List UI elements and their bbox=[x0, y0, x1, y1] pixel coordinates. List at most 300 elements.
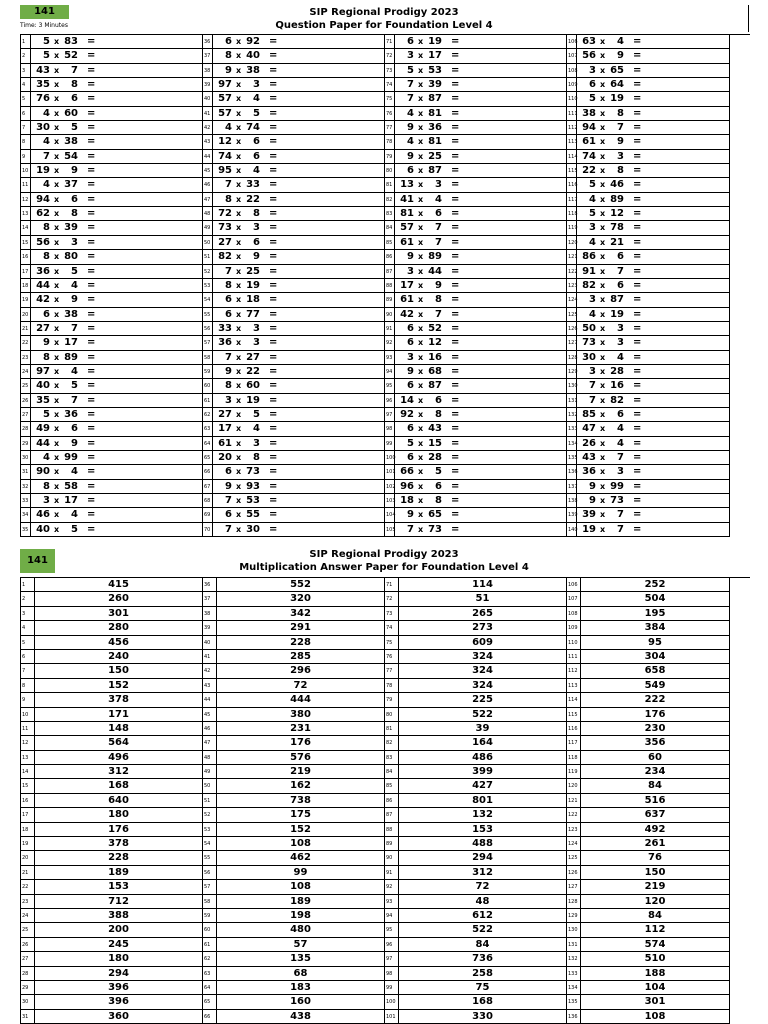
question-cell bbox=[212, 207, 384, 221]
first-operand: 3 bbox=[589, 64, 596, 76]
question-cell bbox=[30, 64, 202, 78]
answer-number: 129 bbox=[566, 909, 580, 923]
second-operand: 38 bbox=[246, 64, 260, 76]
question-cell bbox=[394, 92, 566, 106]
times-sign: x bbox=[418, 252, 424, 262]
first-operand: 86 bbox=[582, 251, 596, 263]
answer-value: 320 bbox=[216, 592, 384, 606]
question-row bbox=[20, 351, 750, 365]
times-sign: x bbox=[418, 295, 424, 305]
times-sign: x bbox=[600, 366, 606, 376]
first-operand: 3 bbox=[43, 495, 50, 506]
answer-value: 189 bbox=[34, 866, 202, 880]
question-cell bbox=[576, 422, 730, 436]
question-row bbox=[20, 279, 750, 293]
equals-sign: = bbox=[87, 466, 96, 478]
times-sign: x bbox=[54, 51, 60, 61]
first-operand: 94 bbox=[36, 193, 50, 205]
equals-sign: = bbox=[451, 36, 460, 47]
question-cell bbox=[30, 135, 202, 149]
question-number: 134 bbox=[566, 437, 576, 451]
equals-sign: = bbox=[451, 523, 460, 535]
question-number: 135 bbox=[566, 451, 576, 465]
question-number: 123 bbox=[566, 279, 576, 293]
answer-value: 549 bbox=[580, 679, 730, 693]
second-operand: 25 bbox=[246, 265, 260, 277]
second-operand: 6 bbox=[617, 251, 624, 263]
question-cell bbox=[30, 193, 202, 207]
answer-value: 175 bbox=[216, 808, 384, 822]
times-sign: x bbox=[600, 108, 606, 118]
times-sign: x bbox=[54, 237, 60, 247]
answer-value: 176 bbox=[580, 708, 730, 722]
times-sign: x bbox=[54, 65, 60, 75]
question-row bbox=[20, 178, 750, 192]
question-cell bbox=[212, 293, 384, 307]
question-number: 104 bbox=[384, 508, 394, 522]
question-row bbox=[20, 35, 750, 49]
question-number: 105 bbox=[384, 523, 394, 537]
first-operand: 13 bbox=[400, 179, 414, 191]
equals-sign: = bbox=[633, 451, 642, 463]
question-cell bbox=[576, 164, 730, 178]
answer-value: 291 bbox=[216, 621, 384, 635]
equals-sign: = bbox=[633, 294, 642, 306]
second-operand: 6 bbox=[617, 279, 624, 291]
question-cell bbox=[30, 293, 202, 307]
first-operand: 61 bbox=[400, 294, 414, 306]
times-sign: x bbox=[236, 151, 242, 161]
question-number: 85 bbox=[384, 236, 394, 250]
times-sign: x bbox=[236, 323, 242, 333]
question-row bbox=[20, 437, 750, 451]
answer-value: 324 bbox=[398, 664, 566, 678]
second-operand: 38 bbox=[64, 136, 78, 148]
equals-sign: = bbox=[633, 222, 642, 234]
answer-value: 640 bbox=[34, 794, 202, 808]
equals-sign: = bbox=[87, 351, 96, 363]
answer-value: 658 bbox=[580, 664, 730, 678]
question-number: 48 bbox=[202, 207, 212, 221]
question-cell bbox=[394, 394, 566, 408]
first-operand: 19 bbox=[582, 523, 596, 535]
answer-number: 122 bbox=[566, 808, 580, 822]
answer-value: 95 bbox=[580, 636, 730, 650]
equals-sign: = bbox=[269, 136, 278, 148]
question-cell bbox=[30, 422, 202, 436]
answer-value: 380 bbox=[216, 708, 384, 722]
times-sign: x bbox=[236, 309, 242, 319]
answer-number: 82 bbox=[384, 736, 398, 750]
times-sign: x bbox=[418, 166, 424, 176]
second-operand: 65 bbox=[610, 64, 624, 76]
question-cell bbox=[394, 236, 566, 250]
times-sign: x bbox=[418, 338, 424, 348]
question-number: 78 bbox=[384, 135, 394, 149]
question-number: 31 bbox=[20, 465, 30, 479]
times-sign: x bbox=[600, 209, 606, 219]
first-operand: 8 bbox=[225, 279, 232, 291]
times-sign: x bbox=[418, 323, 424, 333]
header-divider bbox=[748, 5, 749, 32]
question-cell bbox=[30, 465, 202, 479]
question-cell bbox=[30, 49, 202, 63]
answer-number: 110 bbox=[566, 636, 580, 650]
times-sign: x bbox=[54, 123, 60, 133]
first-operand: 8 bbox=[43, 222, 50, 234]
first-operand: 50 bbox=[582, 322, 596, 334]
question-cell bbox=[212, 523, 384, 537]
question-number: 89 bbox=[384, 293, 394, 307]
times-sign: x bbox=[418, 123, 424, 133]
equals-sign: = bbox=[451, 122, 460, 134]
first-operand: 9 bbox=[407, 365, 414, 377]
equals-sign: = bbox=[633, 179, 642, 191]
answer-number: 99 bbox=[384, 981, 398, 995]
answer-value: 219 bbox=[580, 880, 730, 894]
answer-value: 75 bbox=[398, 981, 566, 995]
question-number: 69 bbox=[202, 508, 212, 522]
question-cell bbox=[394, 150, 566, 164]
equals-sign: = bbox=[633, 351, 642, 363]
equals-sign: = bbox=[269, 380, 278, 392]
question-number: 127 bbox=[566, 336, 576, 350]
first-operand: 27 bbox=[218, 408, 232, 420]
equals-sign: = bbox=[87, 208, 96, 220]
equals-sign: = bbox=[87, 179, 96, 191]
equals-sign: = bbox=[269, 50, 278, 62]
second-operand: 54 bbox=[64, 150, 78, 162]
question-number: 49 bbox=[202, 221, 212, 235]
question-number: 27 bbox=[20, 408, 30, 422]
first-operand: 35 bbox=[36, 394, 50, 406]
question-cell bbox=[576, 35, 730, 49]
second-operand: 5 bbox=[71, 380, 78, 392]
equals-sign: = bbox=[451, 437, 460, 449]
answer-value: 112 bbox=[580, 923, 730, 937]
second-operand: 7 bbox=[71, 322, 78, 334]
answer-number: 96 bbox=[384, 938, 398, 952]
answer-value: 522 bbox=[398, 708, 566, 722]
equals-sign: = bbox=[87, 451, 96, 463]
question-row bbox=[20, 293, 750, 307]
answer-value: 84 bbox=[580, 909, 730, 923]
question-row bbox=[20, 523, 750, 537]
first-operand: 96 bbox=[400, 480, 414, 492]
question-cell bbox=[394, 379, 566, 393]
second-operand: 52 bbox=[64, 50, 78, 62]
answer-row bbox=[20, 981, 750, 995]
question-number: 3 bbox=[20, 64, 30, 78]
second-operand: 38 bbox=[64, 308, 78, 320]
answer-value: 496 bbox=[34, 751, 202, 765]
answer-number: 42 bbox=[202, 664, 216, 678]
question-cell bbox=[576, 336, 730, 350]
answer-number: 31 bbox=[20, 1010, 34, 1024]
equals-sign: = bbox=[451, 165, 460, 177]
question-cell bbox=[212, 365, 384, 379]
answer-number: 120 bbox=[566, 779, 580, 793]
question-cell bbox=[212, 308, 384, 322]
second-operand: 17 bbox=[428, 50, 442, 62]
answer-value: 120 bbox=[580, 895, 730, 909]
second-operand: 8 bbox=[617, 107, 624, 119]
answer-row bbox=[20, 693, 750, 707]
question-number: 32 bbox=[20, 480, 30, 494]
first-operand: 5 bbox=[589, 93, 596, 105]
question-row bbox=[20, 236, 750, 250]
question-cell bbox=[394, 351, 566, 365]
first-operand: 72 bbox=[218, 208, 232, 220]
second-operand: 7 bbox=[71, 394, 78, 406]
first-operand: 30 bbox=[36, 122, 50, 134]
answer-row bbox=[20, 736, 750, 750]
answer-value: 438 bbox=[216, 1010, 384, 1024]
answer-number: 37 bbox=[202, 592, 216, 606]
equals-sign: = bbox=[451, 136, 460, 148]
answer-number: 136 bbox=[566, 1010, 580, 1024]
question-cell bbox=[576, 465, 730, 479]
times-sign: x bbox=[418, 266, 424, 276]
equals-sign: = bbox=[269, 236, 278, 248]
first-operand: 7 bbox=[225, 351, 232, 363]
question-number: 18 bbox=[20, 279, 30, 293]
times-sign: x bbox=[600, 338, 606, 348]
equals-sign: = bbox=[87, 50, 96, 62]
second-operand: 4 bbox=[253, 93, 260, 105]
answer-number: 94 bbox=[384, 909, 398, 923]
question-cell bbox=[30, 78, 202, 92]
question-number: 96 bbox=[384, 394, 394, 408]
answer-number: 89 bbox=[384, 837, 398, 851]
answer-number: 46 bbox=[202, 722, 216, 736]
question-number: 133 bbox=[566, 422, 576, 436]
second-operand: 7 bbox=[617, 122, 624, 134]
equals-sign: = bbox=[269, 294, 278, 306]
question-cell bbox=[30, 236, 202, 250]
second-operand: 6 bbox=[71, 423, 78, 435]
answer-value: 108 bbox=[216, 837, 384, 851]
equals-sign: = bbox=[633, 380, 642, 392]
answer-number: 81 bbox=[384, 722, 398, 736]
question-number: 39 bbox=[202, 78, 212, 92]
answer-number: 56 bbox=[202, 866, 216, 880]
first-operand: 74 bbox=[582, 150, 596, 162]
answer-number: 112 bbox=[566, 664, 580, 678]
times-sign: x bbox=[418, 51, 424, 61]
question-number: 8 bbox=[20, 135, 30, 149]
equals-sign: = bbox=[633, 523, 642, 535]
question-cell bbox=[394, 35, 566, 49]
equals-sign: = bbox=[87, 294, 96, 306]
second-operand: 87 bbox=[610, 294, 624, 306]
question-number: 92 bbox=[384, 336, 394, 350]
question-number: 114 bbox=[566, 150, 576, 164]
equals-sign: = bbox=[269, 480, 278, 492]
question-cell bbox=[30, 480, 202, 494]
answer-value: 324 bbox=[398, 679, 566, 693]
question-cell bbox=[576, 207, 730, 221]
question-row bbox=[20, 494, 750, 508]
answer-value: 245 bbox=[34, 938, 202, 952]
equals-sign: = bbox=[451, 294, 460, 306]
question-cell bbox=[394, 279, 566, 293]
question-row bbox=[20, 265, 750, 279]
equals-sign: = bbox=[87, 64, 96, 76]
answer-number: 62 bbox=[202, 952, 216, 966]
second-operand: 19 bbox=[610, 308, 624, 320]
first-operand: 6 bbox=[225, 308, 232, 320]
answer-value: 183 bbox=[216, 981, 384, 995]
first-operand: 5 bbox=[43, 50, 50, 62]
answer-row bbox=[20, 938, 750, 952]
first-operand: 57 bbox=[400, 222, 414, 234]
answer-number: 8 bbox=[20, 679, 34, 693]
answer-row bbox=[20, 765, 750, 779]
question-number: 93 bbox=[384, 351, 394, 365]
question-number: 139 bbox=[566, 508, 576, 522]
second-operand: 9 bbox=[253, 251, 260, 263]
second-operand: 9 bbox=[71, 437, 78, 449]
answer-number: 74 bbox=[384, 621, 398, 635]
question-cell bbox=[576, 107, 730, 121]
equals-sign: = bbox=[87, 165, 96, 177]
equals-sign: = bbox=[269, 495, 278, 506]
question-cell bbox=[576, 494, 730, 508]
times-sign: x bbox=[54, 194, 60, 204]
times-sign: x bbox=[418, 151, 424, 161]
answer-row bbox=[20, 621, 750, 635]
equals-sign: = bbox=[87, 408, 96, 420]
question-number: 57 bbox=[202, 336, 212, 350]
answer-number: 22 bbox=[20, 880, 34, 894]
question-number: 136 bbox=[566, 465, 576, 479]
answer-number: 20 bbox=[20, 851, 34, 865]
times-sign: x bbox=[600, 37, 606, 46]
second-operand: 4 bbox=[617, 423, 624, 435]
question-cell bbox=[576, 178, 730, 192]
question-number: 70 bbox=[202, 523, 212, 537]
answer-grid bbox=[20, 577, 750, 1024]
equals-sign: = bbox=[633, 50, 642, 62]
times-sign: x bbox=[236, 481, 242, 491]
answer-row bbox=[20, 679, 750, 693]
first-operand: 44 bbox=[36, 279, 50, 291]
answer-number: 106 bbox=[566, 578, 580, 592]
second-operand: 81 bbox=[428, 136, 442, 148]
answer-number: 7 bbox=[20, 664, 34, 678]
first-operand: 6 bbox=[225, 36, 232, 47]
equals-sign: = bbox=[451, 351, 460, 363]
equals-sign: = bbox=[269, 279, 278, 291]
equals-sign: = bbox=[269, 208, 278, 220]
first-operand: 82 bbox=[218, 251, 232, 263]
second-operand: 5 bbox=[435, 466, 442, 478]
question-cell bbox=[30, 178, 202, 192]
times-sign: x bbox=[236, 496, 242, 505]
answer-row bbox=[20, 823, 750, 837]
second-operand: 89 bbox=[64, 351, 78, 363]
second-operand: 39 bbox=[64, 222, 78, 234]
equals-sign: = bbox=[633, 437, 642, 449]
answer-number: 84 bbox=[384, 765, 398, 779]
equals-sign: = bbox=[451, 337, 460, 349]
equals-sign: = bbox=[269, 523, 278, 535]
answer-row bbox=[20, 779, 750, 793]
second-operand: 9 bbox=[71, 165, 78, 177]
question-row bbox=[20, 308, 750, 322]
equals-sign: = bbox=[269, 451, 278, 463]
question-cell bbox=[394, 78, 566, 92]
question-cell bbox=[30, 150, 202, 164]
answer-value: 188 bbox=[580, 967, 730, 981]
question-number: 37 bbox=[202, 49, 212, 63]
second-operand: 89 bbox=[428, 251, 442, 263]
first-operand: 6 bbox=[589, 79, 596, 91]
times-sign: x bbox=[418, 280, 424, 290]
question-cell bbox=[394, 178, 566, 192]
question-cell bbox=[394, 480, 566, 494]
equals-sign: = bbox=[269, 365, 278, 377]
first-operand: 57 bbox=[218, 107, 232, 119]
question-number: 29 bbox=[20, 437, 30, 451]
question-cell bbox=[576, 279, 730, 293]
equals-sign: = bbox=[633, 423, 642, 435]
second-operand: 6 bbox=[253, 136, 260, 148]
second-operand: 8 bbox=[253, 208, 260, 220]
answer-number: 16 bbox=[20, 794, 34, 808]
second-operand: 12 bbox=[610, 208, 624, 220]
times-sign: x bbox=[54, 108, 60, 118]
equals-sign: = bbox=[269, 437, 278, 449]
question-number: 24 bbox=[20, 365, 30, 379]
first-operand: 3 bbox=[225, 394, 232, 406]
question-cell bbox=[30, 394, 202, 408]
question-grid bbox=[20, 34, 750, 537]
second-operand: 9 bbox=[617, 136, 624, 148]
times-sign: x bbox=[418, 65, 424, 75]
second-operand: 8 bbox=[435, 294, 442, 306]
times-sign: x bbox=[418, 524, 424, 534]
times-sign: x bbox=[600, 438, 606, 448]
question-number: 86 bbox=[384, 250, 394, 264]
first-operand: 36 bbox=[582, 466, 596, 478]
question-number: 77 bbox=[384, 121, 394, 135]
first-operand: 27 bbox=[218, 236, 232, 248]
question-row bbox=[20, 322, 750, 336]
first-operand: 22 bbox=[582, 165, 596, 177]
answer-value: 51 bbox=[398, 592, 566, 606]
question-number: 120 bbox=[566, 236, 576, 250]
answer-number: 66 bbox=[202, 1010, 216, 1024]
answer-number: 128 bbox=[566, 895, 580, 909]
second-operand: 19 bbox=[610, 93, 624, 105]
answer-number: 5 bbox=[20, 636, 34, 650]
answer-row bbox=[20, 664, 750, 678]
answer-number: 24 bbox=[20, 909, 34, 923]
times-sign: x bbox=[418, 223, 424, 233]
answer-value: 60 bbox=[580, 751, 730, 765]
equals-sign: = bbox=[633, 136, 642, 148]
question-number: 20 bbox=[20, 308, 30, 322]
question-cell bbox=[212, 336, 384, 350]
answer-value: 148 bbox=[34, 722, 202, 736]
times-sign: x bbox=[418, 481, 424, 491]
first-operand: 18 bbox=[400, 495, 414, 506]
second-operand: 60 bbox=[246, 380, 260, 392]
equals-sign: = bbox=[633, 208, 642, 220]
first-operand: 36 bbox=[36, 265, 50, 277]
